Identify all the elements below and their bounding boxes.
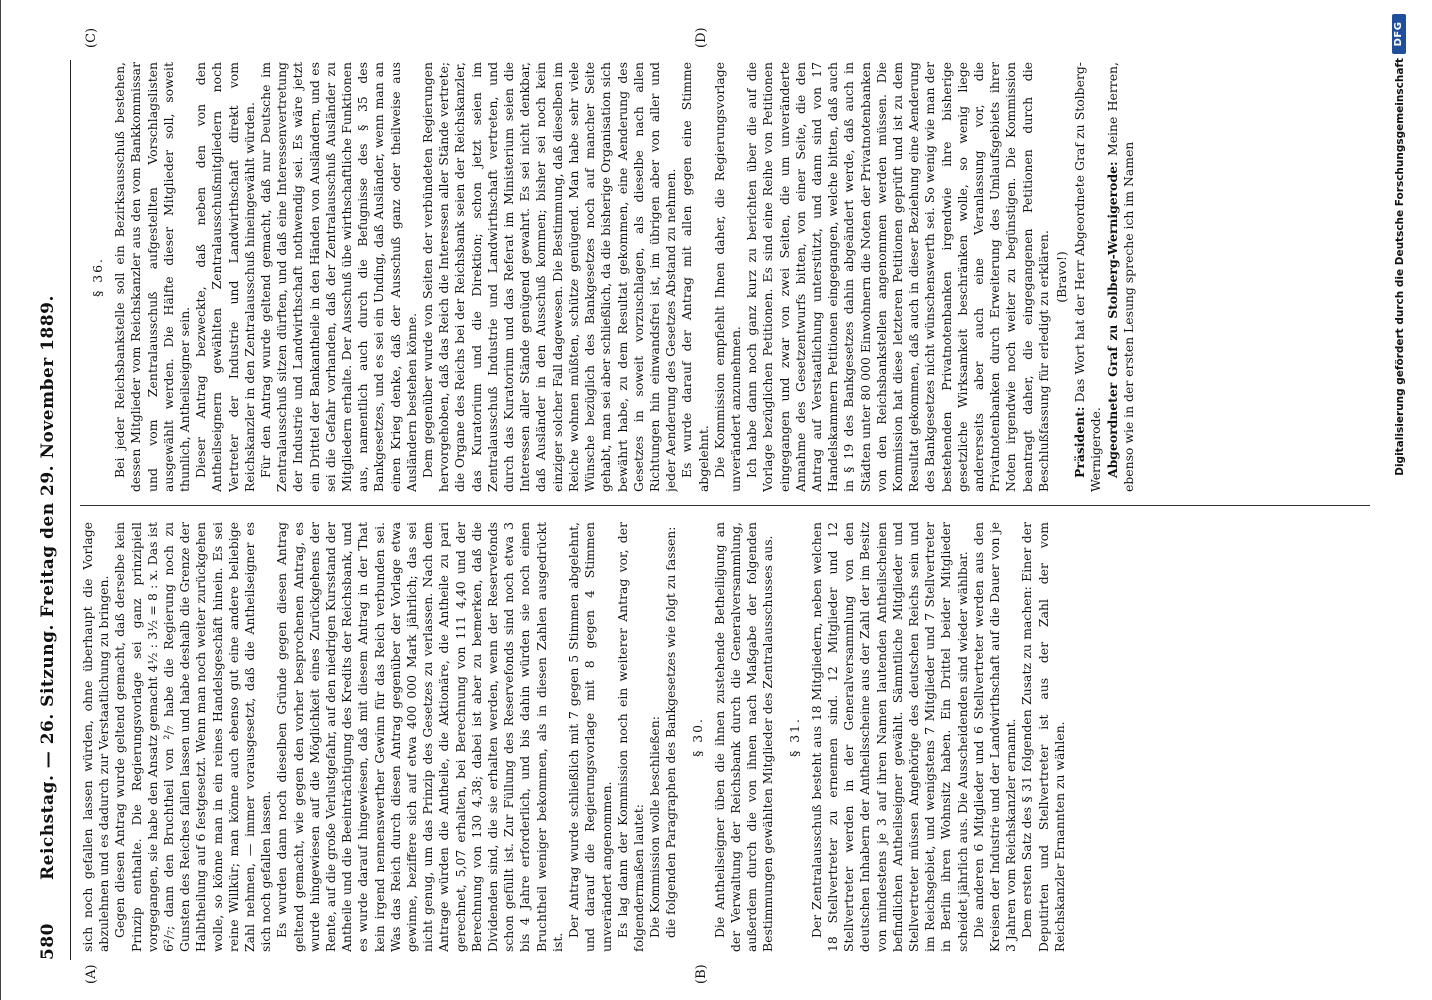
paragraph: Es lag dann der Kommission noch ein weiterer Antrag vor, der folgendermaßen lautet: [614, 522, 646, 952]
header-rule [70, 60, 71, 960]
speaker-label: Präsident: [1072, 406, 1088, 478]
digitization-footer [1392, 0, 1412, 1000]
paragraph: Dem ersten Satz des § 31 folgenden Zusatz zu machen: Einer der Deputirten und Stellvertreter ist aus der Zahl der vom Reichskanzler Ernannten zu wählen. [1019, 522, 1067, 952]
page-number: 580 [38, 923, 58, 960]
paragraph: Die anderen 6 Mitglieder und 6 Stellvertreter werden aus den Kreisen der Industrie und der Landwirthschaft auf die Dauer von je 3 Jahren vom Reichskanzler ernannt. [970, 522, 1019, 952]
speaker-label: Abgeordneter Graf zu Stolberg-Wernigerode: [1104, 161, 1120, 478]
paragraph: Der Zentralausschuß besteht aus 18 Mitgliedern, neben welchen 18 Stellvertreter zu ernennen sind. 12 Mitglieder und 12 Stellvertreter werden in der Generalversammlung von den deutschen Inhabern der Antheilsscheine aus der Zahl der im Besitz von mindestens je 3 auf ihren Namen lautenden Antheilscheinen befindlichen Antheilseigner gewählt. Sämmtliche Mitglieder und Stellvertreter müssen Angehörige des deutschen Reichs sein und im Reichsgebiet, und wenigstens 7 Mitglieder und 7 Stellvertreter in Berlin ihren Wohnsitz haben. Ein Drittel beider Mitglieder scheidet jährlich aus. Die Ausscheidenden sind wieder wählbar. [808, 522, 970, 952]
paragraph: die folgenden Paragraphen des Bankgesetzes wie folgt zu fassen: [663, 526, 679, 938]
section-heading-36: § 36. [90, 257, 105, 297]
speaker-paragraph [1105, 62, 1137, 492]
running-header [38, 60, 66, 960]
paragraph: Gegen diesen Antrag wurde geltend gemacht, daß derselbe kein Prinzip enthalte. Die Regierungsvorlage sei ganz prinzipiell vorgegangen, sie habe den Ansatz gemacht 4½ : 3½ = 8 : x. Das ist 6²/₇; dann den Bruchtheil von ²/₇ habe die Regierung noch zu Gunsten des Reiches fallen lassen und habe deshalb die Grenze der Halbtheilung auf 6 festgesetzt. Wenn man noch weiter zurückgehen wolle, so könne man in ein reines Handelsgeschäft hinein. Es sei reine Willkür; man könne auch ebenso gut eine andere beliebige Zahl nehmen, — immer vorausgesetzt, daß die Antheilseigner es sich noch gefallen lassen. [112, 522, 274, 952]
margin-marker-c: (C) [84, 27, 99, 48]
paragraph: Der Antrag wurde schließlich mit 7 gegen 5 Stimmen abgelehnt, und darauf die Regierungsvorlage mit 8 gegen 4 Stimmen unverändert angenommen. [566, 522, 614, 952]
margin-marker-b: (B) [694, 964, 709, 984]
scan-edge-line [0, 0, 3, 1000]
applause-note: (Bravo!) [1053, 251, 1069, 303]
column-divider [80, 505, 1370, 506]
paragraph: sich noch gefallen lassen würden, ohne überhaupt die Vorlage abzulehnen und es dadurch zur Verstaatlichung zu bringen. [80, 522, 112, 952]
margin-marker-d: (D) [694, 27, 709, 48]
paragraph: Ich habe dann noch ganz kurz zu berichten über die auf die Vorlage bezüglichen Petitionen. Es sind eine Reihe von Petitionen eingegangen und zwar von zwei Seiten, die um unveränderte Annahme des Gesetzentwurfs bitten, von einer Seite, die den Antrag auf Verstaatlichung unterstützt, und dann sind von 17 Handelskammern Petitionen eingegangen, welche bitten, daß auch in § 19 des Bankgesetzes dahin abgeändert werde, daß auch in Städten unter 80 000 Einwohnern die Noten der Privatnotenbanken von den Reichsbankstellen angenommen werden müssen. Die Kommission hat diese letzteren Petitionen geprüft und ist zu dem Resultat gekommen, daß auch in dieser Beziehung eine Aenderung des Bankgesetzes nicht wünschenswerth sei. So wenig wie man der bestehenden Privatnotenbanken irgendwie ihre bisherige gesetzliche Wirksamkeit beschränken wolle, so wenig liege andererseits aber auch eine Veranlassung vor, die Privatnotenbanken durch Erweiterung des Umlaufsgebiets ihrer Noten irgendwie noch weiter zu begünstigen. Die Kommission beantragt daher, die eingegangenen Petitionen durch die Beschlußfassung für erledigt zu erklären. [744, 62, 1051, 492]
margin-marker-a: (A) [84, 964, 99, 984]
dfg-logo: DFG [1392, 14, 1406, 54]
paragraph: Für den Antrag wurde geltend gemacht, daß nur Deutsche im Zentralausschuß sitzen dürften, und daß eine Interessenvertretung der Industrie und Landwirthschaft nothwendig sei. Es wäre jetzt ein Drittel der Bankantheile in den Händen von Ausländern, und es sei die Gefahr vorhanden, daß der Zentralausschuß Ausländer zu Mitgliedern erhalte. Der Ausschuß übe wirthschaftliche Funktionen aus, namentlich auch durch die Befugnisse des § 35 des Bankgesetzes, und es sei ein Unding, daß Ausländer, wenn man an einen Krieg denke, daß der Ausschuß ganz oder theilweise aus Ausländern bestehen könne. [258, 62, 419, 492]
paragraph: Die Kommission empfiehlt Ihnen daher, die Regierungsvorlage unverändert anzunehmen. [711, 62, 743, 492]
digitization-note: Digitalisierung gefördert durch die Deutsche Forschungsgemeinschaft [1394, 58, 1406, 476]
paragraph: Bei jeder Reichsbankstelle soll ein Bezirksausschuß bestehen, dessen Mitglieder vom Reichskanzler aus den vom Bankkommissar und vom Zentralausschuß aufgestellten Vorschlagslisten ausgewählt werden. Die Hälfte dieser Mitglieder soll, soweit thunlich, Antheilseigner sein. [112, 62, 193, 492]
speaker-text: Meine Herren, ebenso wie in der ersten Lesung spreche ich im Namen [1104, 62, 1136, 492]
speaker-paragraph [1072, 62, 1104, 492]
left-column [80, 522, 1370, 952]
paragraph: Es wurden dann noch dieselben Gründe gegen diesen Antrag geltend gemacht, wie gegen den vorher besprochenen Antrag, es wurde hingewiesen auf die Möglichkeit eines Zurückgehens der Rente, auf die große Verlustgefahr, auf den niedrigen Kursstand der Antheile und die Beeinträchtigung des Kredits der Reichsbank, und es wurde darauf hingewiesen, daß mit diesem Antrag in der That kein irgend nennenswerther Gewinn für das Reich verbunden sei. Was das Reich durch diesen Antrag gegenüber der Vorlage etwa gewinne, beziffere sich auf etwa 400 000 Mark jährlich; das sei nicht genug, um das Prinzip des Gesetzes zu verlassen. Nach dem Antrage würden die Antheile, die Aktionäre, die Antheile zu pari gerechnet, 5,07 erhalten, bei Berechnung von 111 4,40 und der Berechnung von 130 4,38; dabei ist aber zu bemerken, daß die Dividenden sind, die sie erhalten werden, wenn der Reservefonds schon gefüllt ist. Zur Füllung des Reservefonds sind noch etwa 3 bis 4 Jahre erforderlich, und bis dahin würden sie noch einen Bruchtheil weniger bekommen, als in diesen Zahlen ausgedrückt ist. [274, 522, 565, 952]
section-heading-31: § 31. [786, 717, 802, 757]
paragraph: Dem gegenüber wurde von Seiten der verbündeten Regierungen hervorgehoben, daß das Reich die Interessen aller Stände vertrete; die Organe des Reichs bei der Reichsbank seien der Reichskanzler, das Kuratorium und die Direktion; schon jetzt seien im Zentralausschuß Industrie und Landwirthschaft vertreten, und durch das Kuratorium und das Referat im Ministerium seien die Interessen aller Stände genügend gewahrt. Es sei nicht denkbar, daß Ausländer in den Ausschuß kommen; bisher sei noch kein einziger solcher Fall dagewesen. Die Bestimmung, daß dieselben im Reiche wohnen müßten, schütze genügend. Man habe sehr viele Wünsche bezüglich des Bankgesetzes noch auf mancher Seite gehabt, man sei aber schließlich, da die bisherige Organisation sich bewährt habe, zu dem Resultat gekommen, eine Aenderung des Gesetzes in soweit vorzuschlagen, als dieselbe nach allen Richtungen hin einwandsfrei ist, im übrigen aber von aller und jeder Aenderung des Gesetzes Abstand zu nehmen. [420, 62, 679, 492]
paragraph: Dieser Antrag bezweckte, daß neben den von den Antheilseignern gewählten Zentralausschußmitgliedern noch Vertreter der Industrie und Landwirthschaft direkt vom Reichskanzler in den Zentralausschuß hineingewählt würden. [193, 62, 257, 492]
right-column [80, 62, 1370, 492]
speaker-text: Das Wort hat der Herr Abgeordnete Graf zu Stolberg-Wernigerode. [1072, 62, 1104, 492]
header-title: Reichstag. — 26. Sitzung. Freitag den 29. November 1889. [38, 295, 58, 880]
paragraph: Die Antheilseigner üben die ihnen zustehende Betheiligung an der Verwaltung der Reichsbank durch die Generalversammlung, außerdem durch die von ihnen nach Maßgabe der folgenden Bestimmungen gewählten Mitglieder des Zentralausschusses aus. [711, 522, 776, 952]
paragraph: Die Kommission wolle beschließen: [647, 716, 663, 938]
section-heading-30: § 30. [689, 717, 705, 757]
paragraph: Es wurde darauf der Antrag mit allen gegen eine Stimme abgelehnt. [679, 62, 711, 492]
